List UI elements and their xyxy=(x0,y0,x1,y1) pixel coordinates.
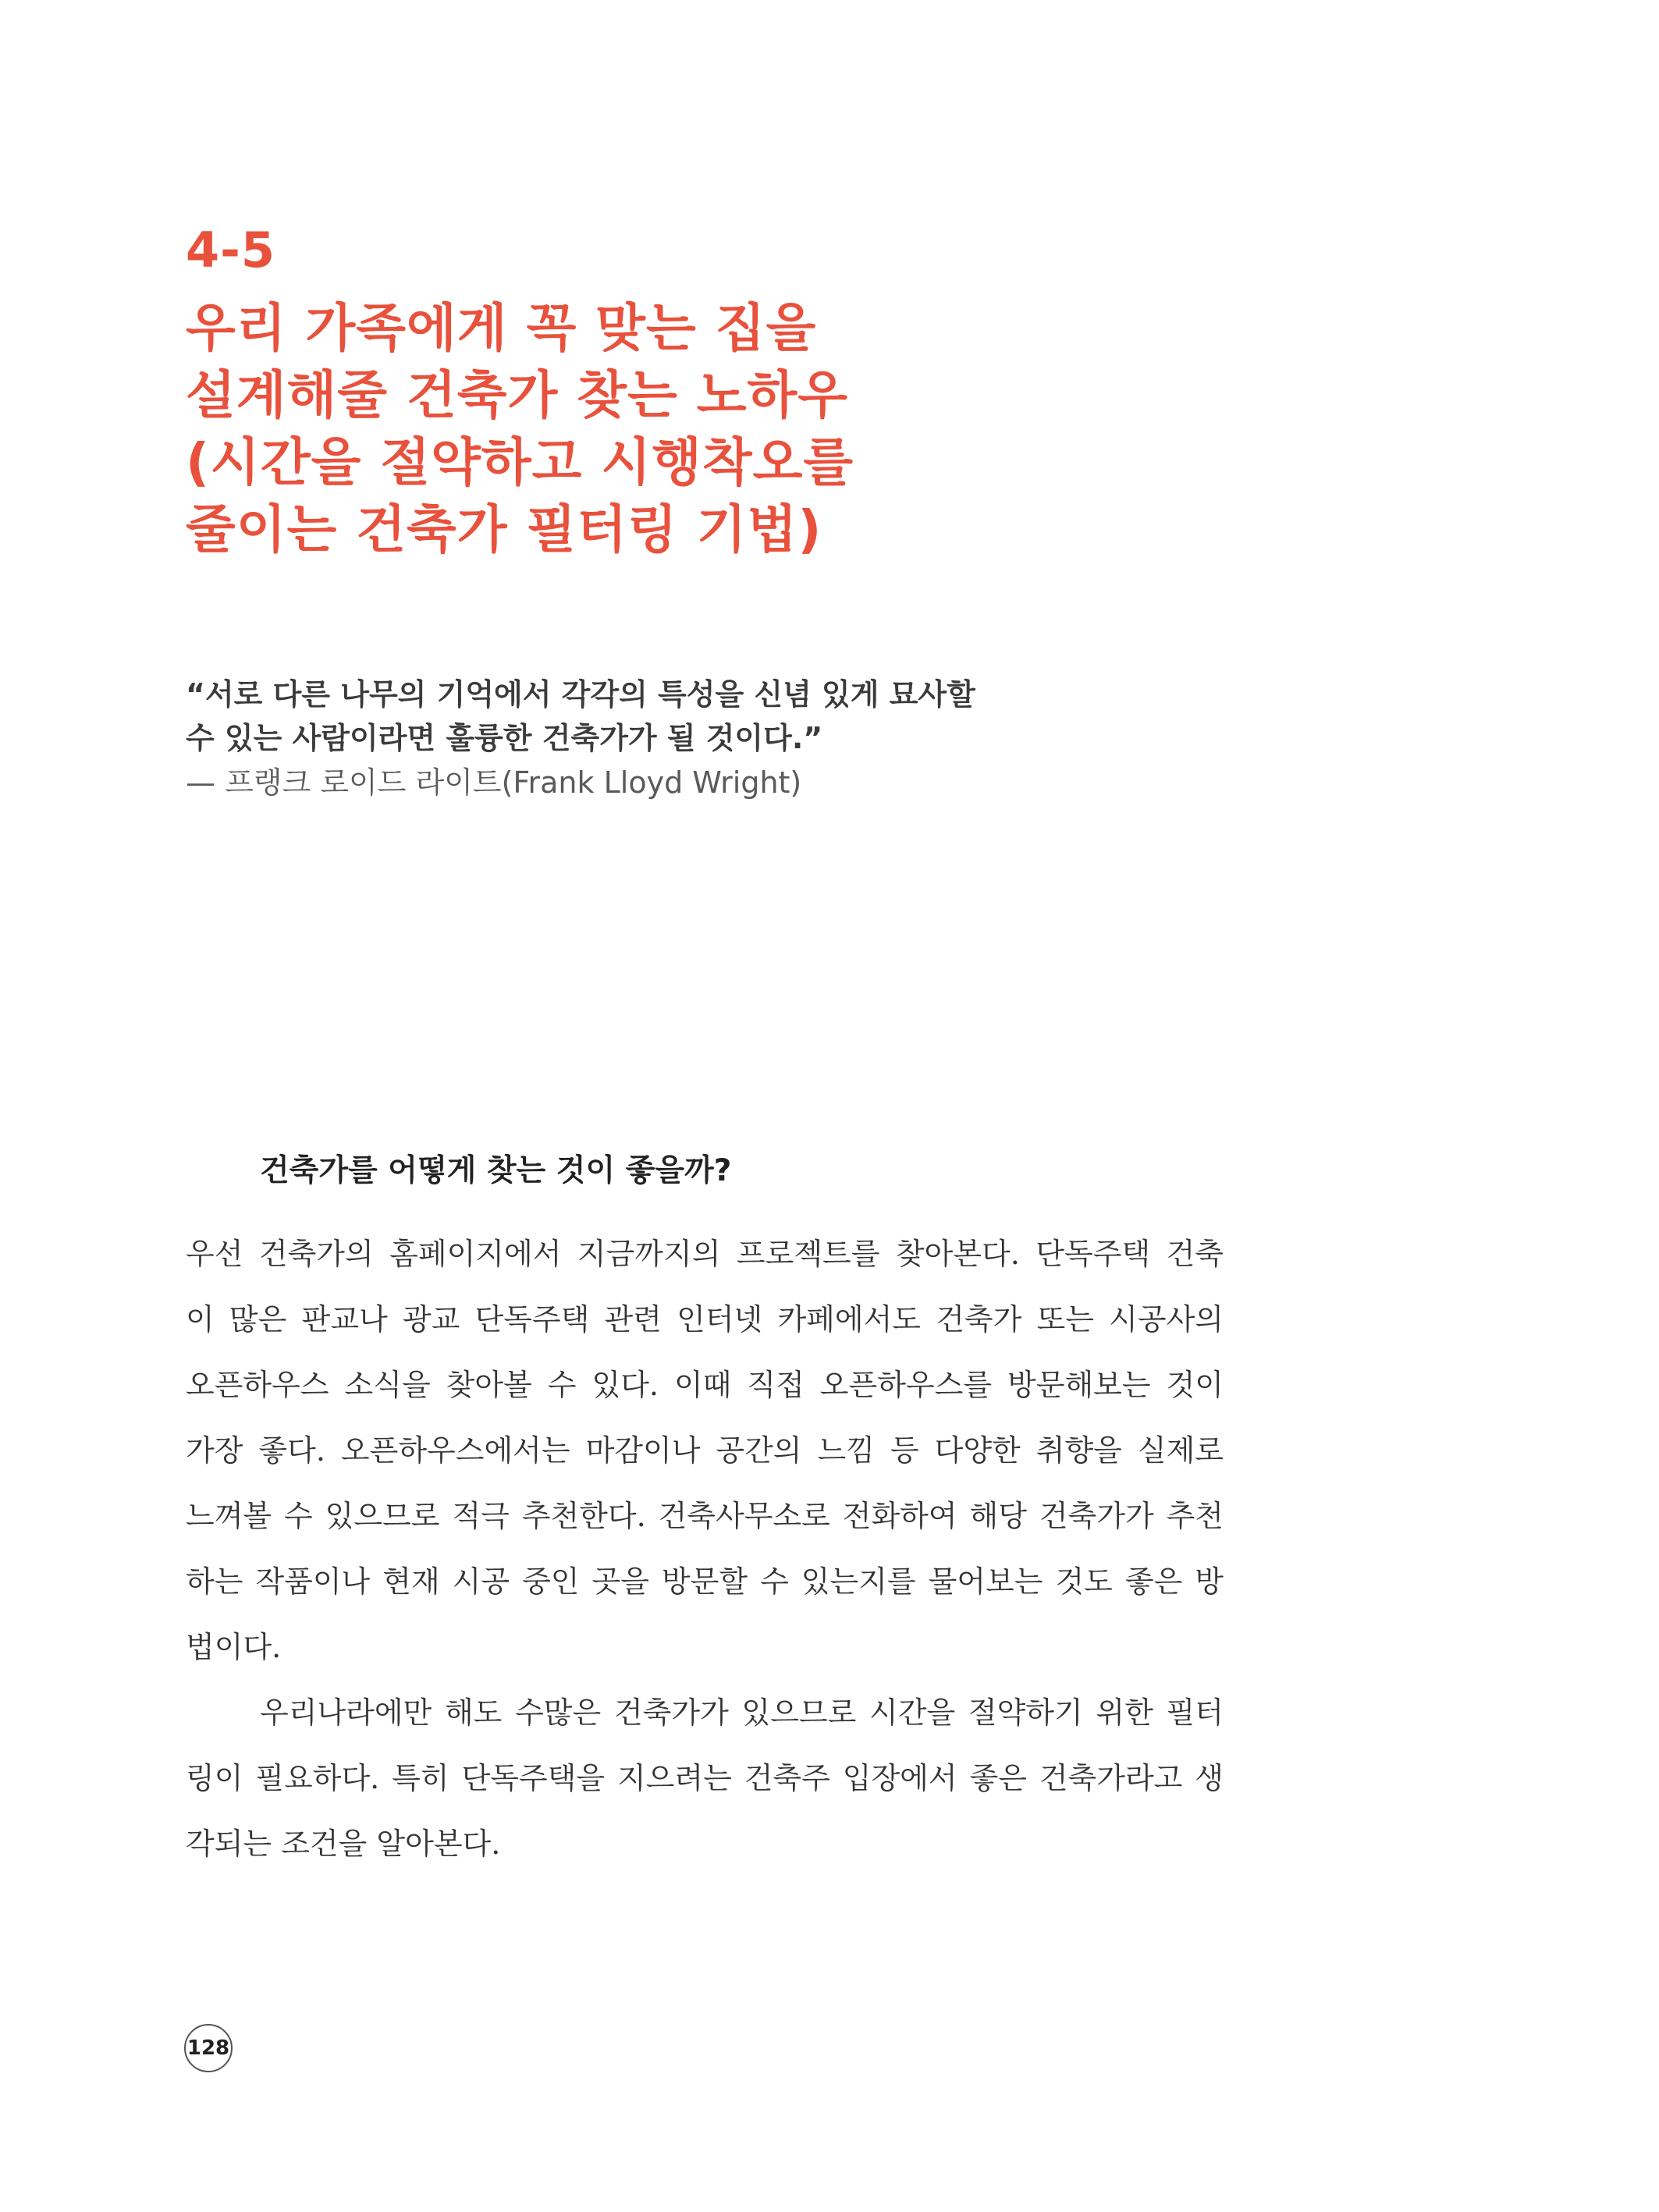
epigraph xyxy=(186,673,1512,805)
chapter-title-line: 줄이는 건축가 필터링 기법) xyxy=(186,499,822,559)
section-heading: 건축가를 어떻게 찾는 것이 좋을까? xyxy=(260,1153,732,1188)
chapter-title xyxy=(186,295,1512,563)
body-line: 우선 건축가의 홈페이지에서 지금까지의 프로젝트를 찾아본다. 단독주택 건축 xyxy=(186,1237,1224,1271)
epigraph-quote-line: “서로 다른 나무의 기억에서 각각의 특성을 신념 있게 묘사할 xyxy=(186,677,975,712)
body-line: 가장 좋다. 오픈하우스에서는 마감이나 공간의 느낌 등 다양한 취향을 실제로 xyxy=(186,1433,1224,1468)
epigraph-attribution: — 프랭크 로이드 라이트(Frank Lloyd Wright) xyxy=(186,765,802,800)
body-line: 법이다. xyxy=(186,1630,282,1664)
body-line: 링이 필요하다. 특히 단독주택을 지으려는 건축주 입장에서 좋은 건축가라고 생 xyxy=(186,1761,1224,1795)
body-line: 느껴볼 수 있으므로 적극 추천한다. 건축사무소로 전화하여 해당 건축가가 추천 xyxy=(186,1499,1224,1533)
chapter-number: 4-5 xyxy=(186,222,276,279)
body-line: 오픈하우스 소식을 찾아볼 수 있다. 이때 직접 오픈하우스를 방문해보는 것이 xyxy=(186,1368,1224,1402)
chapter-title-line: 설계해줄 건축가 찾는 노하우 xyxy=(186,365,849,425)
body-line: 하는 작품이나 현재 시공 중인 곳을 방문할 수 있는지를 물어보는 것도 좋은 방 xyxy=(186,1564,1224,1599)
chapter-title-line: 우리 가족에게 꼭 맞는 집을 xyxy=(186,298,817,358)
body-line: 우리나라에만 해도 수많은 건축가가 있으므로 시간을 절약하기 위한 필터 xyxy=(260,1695,1224,1730)
epigraph-quote-line: 수 있는 사람이라면 훌륭한 건축가가 될 것이다.” xyxy=(186,721,823,755)
body-line: 이 많은 판교나 광교 단독주택 관련 인터넷 카페에서도 건축가 또는 시공사의 xyxy=(186,1302,1224,1337)
body-text xyxy=(186,1221,1224,1876)
body-line: 각되는 조건을 알아본다. xyxy=(186,1827,501,1861)
chapter-title-line: (시간을 절약하고 시행착오를 xyxy=(186,432,854,492)
page-number: 128 xyxy=(184,2024,233,2072)
